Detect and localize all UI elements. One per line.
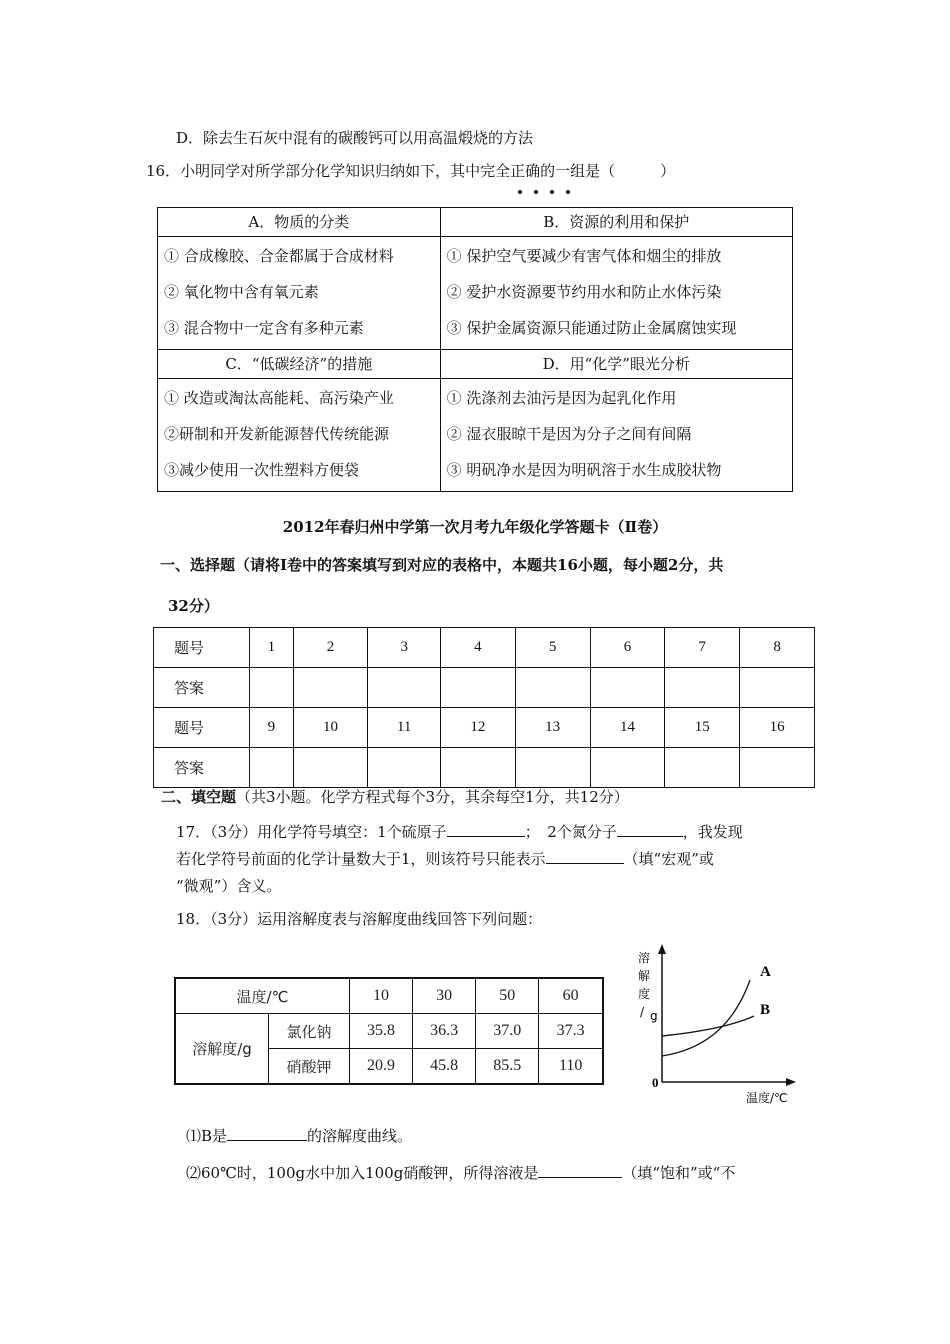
y-label-char: 度 — [638, 987, 651, 1001]
kno3-label: 硝酸钾 — [269, 1049, 350, 1085]
kno3-value: 110 — [539, 1049, 603, 1085]
kno3-value: 85.5 — [476, 1049, 539, 1085]
nacl-label: 氯化钠 — [269, 1014, 350, 1049]
option-b-item-3: ③ 保护金属资源只能通过防止金属腐蚀实现 — [446, 319, 737, 337]
solubility-table — [174, 977, 604, 1085]
option-c-item-1: ① 改造或淘汰高能耗、高污染产业 — [164, 389, 394, 407]
answer-cell[interactable] — [665, 748, 740, 788]
option-a-item-1: ① 合成橡胶、合金都属于合成材料 — [164, 247, 394, 265]
answer-blank[interactable] — [447, 822, 525, 837]
question-number: 15 — [665, 708, 740, 748]
option-a-header: A．物质的分类 — [158, 208, 441, 237]
question-number: 6 — [590, 628, 665, 668]
temp-label: 温度/℃ — [175, 978, 350, 1014]
answer-cell[interactable] — [590, 748, 665, 788]
q17-text: （填“宏观”或 — [623, 850, 714, 868]
option-a-item-2: ② 氧化物中含有氧元素 — [164, 283, 319, 301]
option-b-header: B．资源的利用和保护 — [440, 208, 792, 237]
q16-stem: 16．小明同学对所学部分化学知识归纳如下，其中完全正确的一组是（ ） — [146, 162, 676, 180]
question-number: 8 — [740, 628, 815, 668]
answer-blank[interactable] — [617, 822, 683, 837]
answer-cell[interactable] — [515, 748, 590, 788]
answer-cell[interactable] — [368, 668, 441, 708]
option-d-items — [440, 379, 792, 492]
answer-cell[interactable] — [740, 748, 815, 788]
section1-heading-cont: 32分） — [168, 597, 219, 615]
q18-sub2 — [186, 1162, 735, 1183]
temp-value: 10 — [350, 978, 413, 1014]
y-label-char: / — [640, 1005, 645, 1019]
answer-cell[interactable] — [250, 748, 294, 788]
solubility-curve-graph — [620, 940, 810, 1110]
option-c-item-2: ②研制和开发新能源替代传统能源 — [164, 425, 390, 443]
option-d-header: D．用“化学”眼光分析 — [440, 350, 792, 379]
nacl-value: 37.3 — [539, 1014, 603, 1049]
answer-blank[interactable] — [227, 1126, 307, 1141]
answer-cell[interactable] — [368, 748, 441, 788]
question-number: 14 — [590, 708, 665, 748]
origin-label: 0 — [652, 1075, 659, 1090]
answer-cell[interactable] — [293, 668, 368, 708]
q18-sub1 — [186, 1125, 412, 1146]
solubility-label: 溶解度/g — [175, 1014, 269, 1085]
answer-grid — [153, 627, 815, 788]
section1-heading: 一、选择题（请将Ⅰ卷中的答案填写到对应的表格中，本题共16小题，每小题2分，共 — [160, 556, 724, 574]
curve-b-label: B — [760, 1002, 771, 1018]
q18-stem: 18．（3分）运用溶解度表与溶解度曲线回答下列问题： — [176, 910, 543, 928]
option-c-item-3: ③减少使用一次性塑料方便袋 — [164, 461, 360, 479]
q17-line2 — [176, 848, 714, 869]
kno3-value: 45.8 — [413, 1049, 476, 1085]
question-number: 7 — [665, 628, 740, 668]
q18-text: ⑵60℃时，100g水中加入100g硝酸钾，所得溶液是 — [186, 1164, 539, 1182]
q16-options-table — [157, 207, 793, 492]
question-number: 16 — [740, 708, 815, 748]
question-number: 11 — [368, 708, 441, 748]
q17-text: 若化学符号前面的化学计量数大于1，则该符号只能表示 — [176, 850, 546, 868]
section2-title: 二、填空题 — [161, 788, 237, 806]
answer-cell[interactable] — [293, 748, 368, 788]
nacl-value: 36.3 — [413, 1014, 476, 1049]
curve-a-label: A — [760, 964, 771, 980]
option-d-item-1: ① 洗涤剂去油污是因为起乳化作用 — [446, 389, 677, 407]
answer-cell[interactable] — [515, 668, 590, 708]
temp-value: 50 — [476, 978, 539, 1014]
q18-text: （填“饱和”或“不 — [622, 1164, 736, 1182]
y-label-char: g — [650, 1009, 658, 1023]
x-axis-label: 温度/℃ — [746, 1091, 788, 1105]
answer-card-title: 2012年春归州中学第一次月考九年级化学答题卡（Ⅱ卷） — [282, 518, 668, 536]
answer-blank[interactable] — [538, 1163, 622, 1178]
question-number: 13 — [515, 708, 590, 748]
option-a-item-3: ③ 混合物中一定含有多种元素 — [164, 319, 364, 337]
option-a-items — [158, 237, 441, 350]
option-d-item-2: ② 湿衣服晾干是因为分子之间有间隔 — [446, 425, 692, 443]
option-c-header: C．“低碳经济”的措施 — [158, 350, 441, 379]
option-b-item-1: ① 保护空气要减少有害气体和烟尘的排放 — [446, 247, 722, 265]
section2-note: （共3小题。化学方程式每个3分，其余每空1分，共12分） — [236, 788, 629, 806]
q17-text: ，我发现 — [682, 823, 743, 841]
option-b-item-2: ② 爱护水资源要节约用水和防止水体污染 — [446, 283, 722, 301]
q17-line3: “微观”）含义。 — [176, 877, 282, 895]
curve-b — [662, 1016, 754, 1036]
option-b-items — [440, 237, 792, 350]
y-label-char: 解 — [638, 969, 651, 983]
question-number: 10 — [293, 708, 368, 748]
temp-value: 30 — [413, 978, 476, 1014]
option-d-item-3: ③ 明矾净水是因为明矾溶于水生成胶状物 — [446, 461, 722, 479]
nacl-value: 35.8 — [350, 1014, 413, 1049]
q18-text: 的溶解度曲线。 — [307, 1127, 413, 1145]
question-number: 9 — [250, 708, 294, 748]
question-number: 1 — [250, 628, 294, 668]
q15-option-d: D．除去生石灰中混有的碳酸钙可以用高温煅烧的方法 — [176, 129, 534, 147]
answer-cell[interactable] — [440, 668, 515, 708]
q17-line1 — [176, 821, 743, 842]
row-label-number: 题号 — [154, 628, 250, 668]
option-c-items — [158, 379, 441, 492]
row-label-answer: 答案 — [154, 748, 250, 788]
answer-cell[interactable] — [740, 668, 815, 708]
row-label-answer: 答案 — [154, 668, 250, 708]
nacl-value: 37.0 — [476, 1014, 539, 1049]
row-label-number: 题号 — [154, 708, 250, 748]
question-number: 3 — [368, 628, 441, 668]
answer-cell[interactable] — [665, 668, 740, 708]
q18-text: ⑴B是 — [186, 1127, 228, 1145]
x-axis-arrow — [786, 1078, 796, 1086]
emphasis-dots — [518, 179, 582, 198]
kno3-value: 20.9 — [350, 1049, 413, 1085]
q17-text: 17．（3分）用化学符号填空：1个硫原子 — [176, 823, 447, 841]
temp-value: 60 — [539, 978, 603, 1014]
curve-a — [662, 980, 750, 1056]
question-number: 5 — [515, 628, 590, 668]
y-axis-arrow — [658, 944, 666, 954]
answer-cell[interactable] — [590, 668, 665, 708]
answer-cell[interactable] — [250, 668, 294, 708]
question-number: 12 — [440, 708, 515, 748]
question-number: 4 — [440, 628, 515, 668]
answer-cell[interactable] — [440, 748, 515, 788]
answer-blank[interactable] — [546, 849, 624, 864]
question-number: 2 — [293, 628, 368, 668]
q17-text: ； 2个氮分子 — [524, 823, 617, 841]
y-label-char: 溶 — [638, 951, 651, 965]
section2-heading — [161, 786, 629, 807]
